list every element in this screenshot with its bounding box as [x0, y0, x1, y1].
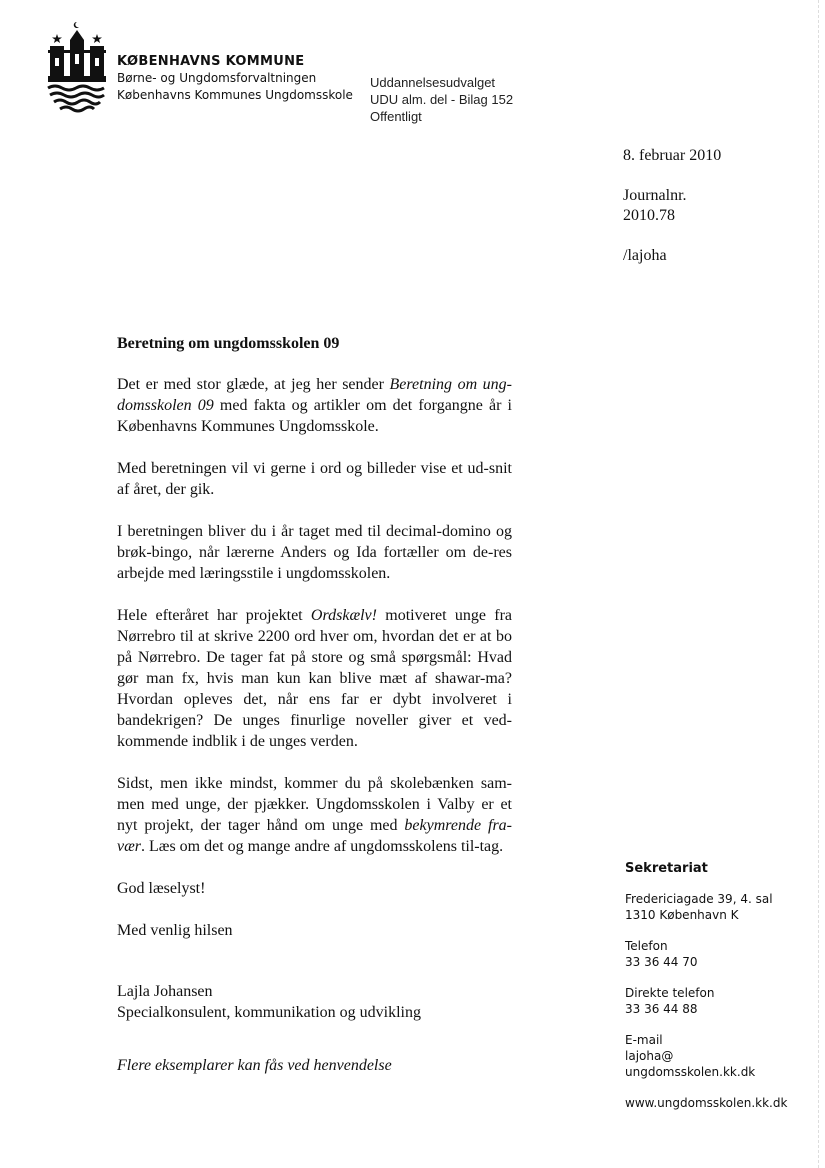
paragraph-1-text-a: Det er med stor glæde, at jeg her sender — [117, 376, 390, 393]
website-link[interactable]: www.ungdomsskolen.kk.dk — [625, 1096, 788, 1110]
closing-greeting: Med venlig hilsen — [117, 922, 233, 939]
letter-body — [117, 333, 512, 1076]
paragraph-4-text-a: Hele efteråret har projektet — [117, 607, 311, 624]
letter-date: 8. februar 2010 — [623, 147, 722, 164]
paragraph-5-emphasis: bekymrende fra-vær — [117, 817, 512, 855]
paragraph-4 — [117, 605, 512, 752]
org-name: KØBENHAVNS KOMMUNE — [117, 54, 305, 69]
phone-number: 33 36 44 70 — [625, 955, 698, 969]
paragraph-2: Med beretningen vil vi gerne i ord og billeder vise et ud-snit af året, der gik. — [117, 460, 512, 498]
email-domain[interactable]: ungdomsskolen.kk.dk — [625, 1065, 756, 1079]
letter-heading: Beretning om ungdomsskolen 09 — [117, 335, 340, 352]
paragraph-3: I beretningen bliver du i år taget med til decimal-domino og brøk-bingo, når lærerne Anders og Ida fortæller om de-res arbejde med læringsstile i ungdomsskolen. — [117, 523, 512, 582]
address-street: Fredericiagade 39, 4. sal — [625, 892, 773, 906]
sidebar-heading: Sekretariat — [625, 861, 708, 876]
email-label: E-mail — [625, 1033, 663, 1047]
direct-phone-label: Direkte telefon — [625, 986, 715, 1000]
paragraph-1-title: Beretning om ung-domsskolen 09 — [117, 376, 512, 414]
copenhagen-coat-of-arms-logo — [44, 20, 110, 120]
address-city: 1310 København K — [625, 908, 739, 922]
closing-wish: God læselyst! — [117, 880, 206, 897]
copies-note: Flere eksemplarer kan fås ved henvendelse — [117, 1057, 392, 1074]
paragraph-5 — [117, 773, 512, 857]
paragraph-5-text-a: Sidst, men ikke mindst, kommer du på skolebænken sam-men med unge, der pjækker. Ungdomsskolen i Valby er et nyt projekt, der tager hånd om unge med — [117, 775, 512, 834]
journal-label: Journalnr. — [623, 187, 687, 204]
paragraph-4-project: Ordskælv! — [310, 607, 377, 624]
phone-block — [625, 938, 805, 970]
address-block — [625, 891, 805, 923]
archive-stamp — [370, 74, 513, 125]
stamp-public: Offentligt — [370, 109, 422, 124]
org-department: Børne- og Ungdomsforvaltningen — [117, 71, 317, 85]
signature-title: Specialkonsulent, kommunikation og udvikling — [117, 1004, 421, 1021]
paragraph-4-text-b: motiveret unge fra Nørrebro til at skrive 2200 ord hver om, hvordan det er at bo på Nørrebro. De tager fat på store og små spørgsmål: Hvad gør man fx, hvis man kun kan blive mæt af shawar-ma? Hvordan opleves det, når ens far er dybt involveret i bandekrigen? De unges finurlige noveller giver et ved-kommende indblik i de unges verden. — [117, 607, 513, 750]
direct-phone-block — [625, 985, 805, 1017]
signature-name: Lajla Johansen — [117, 983, 213, 1000]
letter-meta — [623, 146, 721, 266]
organization-block — [117, 53, 353, 104]
phone-label: Telefon — [625, 939, 668, 953]
paragraph-1 — [117, 374, 512, 437]
email-local[interactable]: lajoha@ — [625, 1049, 674, 1063]
paragraph-1-text-b: med fakta og artikler om det forgangne år i Københavns Kommunes Ungdomsskole. — [117, 397, 513, 435]
email-block — [625, 1032, 805, 1080]
scan-edge-line — [818, 0, 819, 1168]
stamp-reference: UDU alm. del - Bilag 152 — [370, 92, 514, 107]
stamp-committee: Uddannelsesudvalget — [370, 75, 496, 90]
org-school: Københavns Kommunes Ungdomsskole — [117, 88, 353, 102]
direct-phone-number: 33 36 44 88 — [625, 1002, 698, 1016]
author-initials: /lajoha — [623, 247, 667, 264]
paragraph-5-text-b: . Læs om det og mange andre af ungdomsskolens til-tag. — [141, 838, 504, 855]
contact-sidebar — [625, 861, 805, 1111]
journal-number: 2010.78 — [623, 207, 675, 224]
